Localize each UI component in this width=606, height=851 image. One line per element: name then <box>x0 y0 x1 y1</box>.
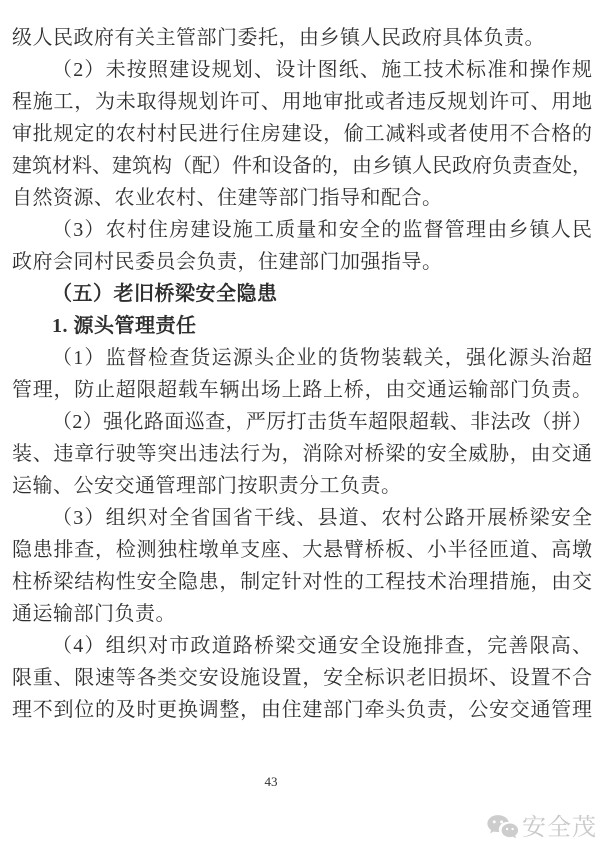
watermark-label: 安全茂 <box>522 814 597 841</box>
body-line: 建筑材料、建筑构（配）件和设备的，由乡镇人民政府负责查处， <box>12 155 592 177</box>
wechat-icon <box>486 813 519 842</box>
subsection-heading: 1. 源头管理责任 <box>52 315 197 337</box>
body-line: 隐患排查，检测独柱墩单支座、大悬臂桥板、小半径匝道、高墩 <box>12 539 592 561</box>
body-line: （4）组织对市政道路桥梁交通安全设施排查，完善限高、 <box>52 635 592 657</box>
body-line: 自然资源、农业农村、住建等部门指导和配合。 <box>12 187 443 209</box>
body-line: 限重、限速等各类交安设施设置，安全标识老旧损坏、设置不合 <box>12 667 592 689</box>
section-heading: （五）老旧桥梁安全隐患 <box>52 283 278 305</box>
body-line: 程施工，为未取得规划许可、用地审批或者违反规划许可、用地 <box>12 91 592 113</box>
document-body <box>12 22 592 726</box>
body-line: （3）农村住房建设施工质量和安全的监督管理由乡镇人民 <box>52 219 592 241</box>
body-line: 运输、公安交通管理部门按职责分工负责。 <box>12 475 402 497</box>
body-line: 柱桥梁结构性安全隐患，制定针对性的工程技术治理措施，由交 <box>12 571 592 593</box>
body-line: 审批规定的农村村民进行住房建设，偷工减料或者使用不合格的 <box>12 123 592 145</box>
body-line: 装、违章行驶等突出违法行为，消除对桥梁的安全威胁，由交通 <box>12 443 592 465</box>
body-line: （2）未按照建设规划、设计图纸、施工技术标准和操作规 <box>52 59 592 81</box>
body-line: 级人民政府有关主管部门委托，由乡镇人民政府具体负责。 <box>12 27 545 49</box>
watermark <box>486 813 597 842</box>
body-line: （2）强化路面巡查，严厉打击货车超限超载、非法改（拼） <box>52 411 592 433</box>
body-line: （3）组织对全省国省干线、县道、农村公路开展桥梁安全 <box>52 507 592 529</box>
page-number: 43 <box>264 774 278 789</box>
body-line: （1）监督检查货运源头企业的货物装载关，强化源头治超 <box>52 347 592 369</box>
body-line: 政府会同村民委员会负责，住建部门加强指导。 <box>12 251 443 273</box>
body-line: 通运输部门负责。 <box>12 603 176 625</box>
body-line: 管理，防止超限超载车辆出场上路上桥，由交通运输部门负责。 <box>12 379 592 401</box>
body-line: 理不到位的及时更换调整，由住建部门牵头负责，公安交通管理 <box>12 699 592 721</box>
